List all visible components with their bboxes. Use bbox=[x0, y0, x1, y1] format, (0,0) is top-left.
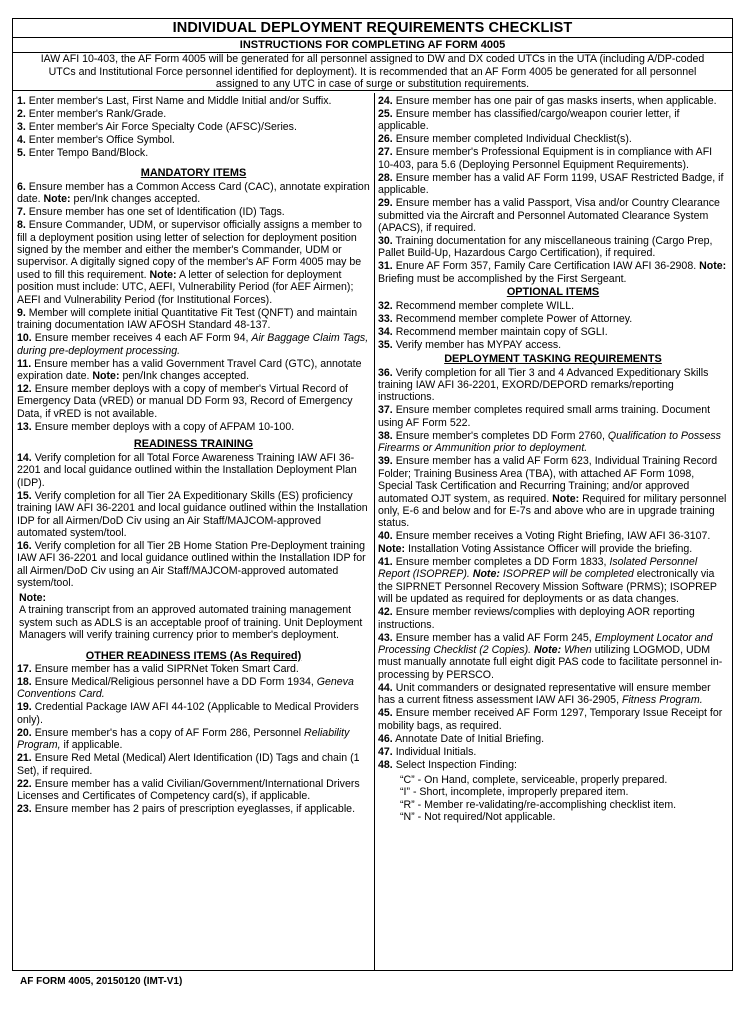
item-text: Ensure member has classified/cargo/weapon courier letter, if applicable. bbox=[378, 107, 680, 133]
note-text: electronically via the SIPRNET Personnel Recovery Mission Software (PRMS); ISOPREP will be updated as required for deployments or as data changes. bbox=[378, 568, 717, 606]
item-1 bbox=[17, 95, 370, 107]
item-text: Enure AF Form 357, Family Care Certification IAW AFI 36-2908. bbox=[395, 260, 697, 273]
form-title-italic: Fitness Program. bbox=[621, 694, 703, 707]
item-number: 17. bbox=[17, 662, 32, 675]
item-29 bbox=[378, 197, 728, 234]
item-9 bbox=[17, 307, 370, 332]
item-22 bbox=[17, 778, 370, 803]
item-number: 23. bbox=[17, 802, 32, 815]
item-text: Individual Initials. bbox=[395, 745, 477, 758]
item-number: 37. bbox=[378, 404, 393, 417]
item-text: Ensure member reviews/complies with deploying AOR reporting instructions. bbox=[378, 606, 695, 631]
item-text: Ensure member deploys with a copy of AFPAM 10-100. bbox=[34, 420, 295, 433]
item-number: 24. bbox=[378, 95, 393, 107]
item-13 bbox=[17, 421, 370, 433]
item-2 bbox=[17, 108, 370, 120]
item-number: 21. bbox=[17, 752, 32, 765]
finding-i: “I” - Short, incomplete, improperly prepared item. bbox=[400, 786, 629, 799]
item-20 bbox=[17, 727, 370, 752]
training-note-text: A training transcript from an approved automated training management system such as ADLS is an acceptable proof of training. Unit Deployment Managers will verify training currency prior to member's deployment. bbox=[19, 604, 363, 642]
item-number: 29. bbox=[378, 197, 393, 210]
finding-n: “N” - Not required/Not applicable. bbox=[400, 811, 556, 824]
item-text: Ensure member deploys with a copy of member's Virtual Record of Emergency Data (vRED) or manual DD Form 93, Record of Emergency Data, if vRED is not available. bbox=[17, 382, 353, 420]
item-5 bbox=[17, 147, 370, 159]
note-label: Note: bbox=[534, 643, 562, 656]
item-25 bbox=[378, 108, 728, 133]
item-text: Ensure member has a valid AF Form 623, Individual Training Record Folder; Training Business Area (TBA), with attached AF Form 1098, Special Task Certification and Recurring Training; and/or approved automated OJT system, as required. bbox=[378, 455, 718, 505]
item-6 bbox=[17, 181, 370, 206]
item-7 bbox=[17, 206, 370, 218]
item-number: 16. bbox=[17, 539, 32, 552]
item-40 bbox=[378, 530, 728, 555]
item-43 bbox=[378, 632, 728, 682]
item-number: 34. bbox=[378, 325, 393, 338]
item-text: Ensure member has one set of Identification (ID) Tags. bbox=[28, 206, 285, 219]
form-title-italic: Reliability Program, bbox=[17, 726, 350, 752]
item-number: 48. bbox=[378, 758, 393, 771]
note-label: Note: bbox=[92, 370, 120, 383]
heading-other-readiness-items: OTHER READINESS ITEMS (As Required) bbox=[85, 649, 302, 662]
item-number: 5. bbox=[17, 146, 26, 159]
item-number: 35. bbox=[378, 338, 393, 351]
item-number: 31. bbox=[378, 260, 393, 273]
item-text: Ensure member has a valid Civilian/Government/International Drivers Licenses and Certificates of Competency card(s), if applicable. bbox=[17, 777, 360, 803]
note-label: Note: bbox=[699, 260, 727, 273]
item-text-end: if applicable. bbox=[63, 739, 123, 752]
item-30 bbox=[378, 235, 728, 260]
item-10 bbox=[17, 332, 370, 357]
item-3 bbox=[17, 121, 370, 133]
item-text: Enter member's Last, First Name and Middle Initial and/or Suffix. bbox=[28, 95, 332, 107]
item-number: 6. bbox=[17, 180, 26, 193]
item-33 bbox=[378, 313, 728, 325]
item-17 bbox=[17, 663, 370, 675]
note-text: Required for military personnel only, E-6 and below and for E-7s and above who are in upgrade training status. bbox=[378, 492, 727, 530]
item-number: 38. bbox=[378, 429, 393, 442]
note-label: Note: bbox=[378, 542, 406, 555]
item-44 bbox=[378, 682, 728, 707]
form-title-italic: Geneva Conventions Card. bbox=[17, 675, 354, 701]
note-text-italic: ISOPREP will be completed bbox=[502, 568, 634, 581]
item-number: 12. bbox=[17, 382, 32, 395]
item-text: Ensure member has a valid AF Form 1199, USAF Restricted Badge, if applicable. bbox=[378, 171, 724, 197]
item-text: Recommend member complete Power of Attorney. bbox=[395, 312, 633, 325]
item-number: 4. bbox=[17, 133, 26, 146]
item-35 bbox=[378, 339, 728, 351]
item-text: Member will complete initial Quantitative Fit Test (QNFT) and maintain training documentation IAW AFOSH Standard 48-137. bbox=[17, 306, 358, 332]
item-text: Recommend member maintain copy of SGLI. bbox=[395, 325, 608, 338]
note-label: Note: bbox=[552, 492, 580, 505]
note-label: Note: bbox=[149, 268, 177, 281]
form-title-italic: Isolated Personnel Report (ISOPREP). bbox=[378, 555, 698, 581]
item-26 bbox=[378, 133, 728, 145]
item-text: Ensure member completed Individual Checklist(s). bbox=[395, 133, 632, 146]
item-number: 30. bbox=[378, 234, 393, 247]
item-text: Ensure member's has a copy of AF Form 286, Personnel bbox=[34, 726, 302, 739]
item-number: 25. bbox=[378, 107, 393, 120]
item-4 bbox=[17, 134, 370, 146]
item-number: 39. bbox=[378, 455, 393, 468]
form-footer: AF FORM 4005, 20150120 (IMT-V1) bbox=[20, 976, 183, 987]
finding-c: “C” - On Hand, complete, serviceable, properly prepared. bbox=[400, 774, 668, 787]
form-title-italic: Qualification to Possess Firearms or Ammunition prior to deployment. bbox=[378, 429, 721, 455]
heading-optional-items: OPTIONAL ITEMS bbox=[506, 286, 600, 299]
item-42 bbox=[378, 606, 728, 631]
item-number: 15. bbox=[17, 489, 32, 502]
item-24 bbox=[378, 95, 728, 107]
item-number: 8. bbox=[17, 219, 26, 232]
item-27 bbox=[378, 146, 728, 171]
item-32 bbox=[378, 300, 728, 312]
item-19 bbox=[17, 701, 370, 726]
item-23 bbox=[17, 803, 370, 815]
item-text: Select Inspection Finding: bbox=[395, 758, 517, 771]
item-number: 9. bbox=[17, 306, 26, 319]
item-number: 11. bbox=[17, 357, 32, 370]
item-text: Verify completion for all Tier 2A Expeditionary Skills (ES) proficiency training IAW AFI 36-2201 and local guidance outlined within the Installation IDP for all Airmen/DoD Civ using an Air Staff/MAJCOM-approved automated system/tool. bbox=[17, 489, 368, 539]
item-number: 27. bbox=[378, 146, 393, 159]
item-text: Ensure member has a Common Access Card (CAC), annotate expiration date. bbox=[17, 180, 370, 206]
note-text: pen/Ink changes accepted. bbox=[73, 193, 201, 206]
intro-paragraph: IAW AFI 10-403, the AF Form 4005 will be generated for all personnel assigned to DW and DX coded UTCs in the UTA (including A/DP-coded UTCs and Institutional Force personnel identified for deployment). It is recommended that an AF Form 4005 be generated for all personnel assigned to any UTC in case of surge or substitution requirements. bbox=[13, 53, 732, 91]
item-21 bbox=[17, 752, 370, 777]
item-text: Verify member has MYPAY access. bbox=[395, 338, 562, 351]
item-28 bbox=[378, 172, 728, 197]
item-text: Ensure member completes required small arms training. Document using AF Form 522. bbox=[378, 404, 711, 429]
item-text: Ensure member has a valid Passport, Visa and/or Country Clearance submitted via the Aircraft and Personnel Automated Clearance System (APACS), if required. bbox=[378, 197, 720, 235]
item-text: Ensure member's Professional Equipment is in compliance with AFI 10-403, para 5.6 (Deploying Personnel Equipment Requirements). bbox=[378, 146, 713, 171]
item-text: Training documentation for any miscellaneous training (Cargo Prep, Pallet Build-Up, Hazardous Cargo Certification), if required. bbox=[378, 234, 713, 260]
item-number: 47. bbox=[378, 745, 393, 758]
item-text: Verify completion for all Tier 2B Home Station Pre-Deployment training IAW AFI 36-2201 and local guidance outlined within the Installation IDP for all Airmen/DoD Civ using an Air Staff/MAJCOM-approved automated system/tool. bbox=[17, 539, 366, 590]
item-number: 41. bbox=[378, 555, 393, 568]
item-18 bbox=[17, 676, 370, 701]
item-number: 19. bbox=[17, 701, 32, 714]
item-47 bbox=[378, 746, 728, 758]
item-14 bbox=[17, 452, 370, 489]
item-15 bbox=[17, 490, 370, 540]
note-text: utilizing LOGMOD, UDM must manually annotate full eight digit PAS code to facilitate personnel in-processing by PERSCO. bbox=[378, 643, 723, 681]
item-31 bbox=[378, 260, 728, 285]
form-title-italic: Employment Locator and Processing Checklist (2 Copies). bbox=[378, 631, 713, 656]
item-number: 1. bbox=[17, 95, 26, 107]
heading-mandatory-items: MANDATORY ITEMS bbox=[140, 167, 247, 180]
note-text-italic: When bbox=[564, 643, 592, 656]
item-number: 28. bbox=[378, 171, 393, 184]
note-text: pen/Ink changes accepted. bbox=[122, 370, 250, 383]
item-text: Ensure member received AF Form 1297, Temporary Issue Receipt for mobility bags, as required. bbox=[378, 707, 723, 732]
checklist-form bbox=[12, 18, 733, 971]
item-text: Enter member's Air Force Specialty Code (AFSC)/Series. bbox=[28, 120, 297, 133]
item-8 bbox=[17, 219, 370, 306]
item-number: 44. bbox=[378, 681, 393, 694]
left-column bbox=[13, 93, 375, 970]
heading-deployment-tasking: DEPLOYMENT TASKING REQUIREMENTS bbox=[444, 353, 662, 366]
note-text: Briefing must be accomplished by the First Sergeant. bbox=[378, 272, 627, 285]
item-text: Annotate Date of Initial Briefing. bbox=[395, 732, 545, 745]
right-column bbox=[375, 93, 732, 970]
item-number: 33. bbox=[378, 312, 393, 325]
training-note-label: Note: bbox=[19, 591, 47, 604]
item-text: Ensure member has a valid Government Travel Card (GTC), annotate expiration date. bbox=[17, 357, 362, 383]
item-text: Enter Tempo Band/Block. bbox=[28, 146, 149, 159]
item-16 bbox=[17, 540, 370, 590]
form-title: INDIVIDUAL DEPLOYMENT REQUIREMENTS CHECKLIST bbox=[13, 19, 732, 38]
note-label: Note: bbox=[472, 568, 500, 581]
item-number: 43. bbox=[378, 631, 393, 644]
item-text: Ensure Medical/Religious personnel have a DD Form 1934, bbox=[34, 675, 314, 688]
item-48 bbox=[378, 759, 728, 771]
item-text: Unit commanders or designated representative will ensure member has a current fitness assessment IAW AFI 36-2905, bbox=[378, 681, 711, 707]
item-number: 7. bbox=[17, 206, 26, 219]
item-number: 13. bbox=[17, 420, 32, 433]
item-39 bbox=[378, 455, 728, 530]
note-label: Note: bbox=[43, 193, 71, 206]
item-text: Credential Package IAW AFI 44-102 (Applicable to Medical Providers only). bbox=[17, 701, 359, 726]
item-number: 46. bbox=[378, 732, 393, 745]
item-text: Verify completion for all Tier 3 and 4 Advanced Expeditionary Skills training IAW AFI 36-2201, EXORD/DEPORD remarks/reporting instructions. bbox=[378, 366, 709, 404]
item-37 bbox=[378, 404, 728, 429]
item-number: 14. bbox=[17, 451, 32, 464]
item-text: Ensure Commander, UDM, or supervisor officially assigns a member to fill a deployment position using letter of selection for deployment position signed by the member and either the member's Commander, UDM or supervisor. A digitally signed copy of the member's AF Form 4005 may be used to fill this requirement. bbox=[17, 219, 362, 281]
item-text: Ensure member's completes DD Form 2760, bbox=[395, 429, 605, 442]
form-title-italic: Air Baggage Claim Tags, during pre-deployment processing. bbox=[17, 332, 369, 357]
item-number: 22. bbox=[17, 777, 32, 790]
item-text: Verify completion for all Total Force Awareness Training IAW AFI 36-2201 and local guidance outlined within the Installation Deployment Plan (IDP). bbox=[17, 451, 357, 489]
item-number: 10. bbox=[17, 332, 32, 345]
item-38 bbox=[378, 430, 728, 455]
heading-readiness-training: READINESS TRAINING bbox=[133, 438, 254, 451]
item-text: Ensure member has 2 pairs of prescription eyeglasses, if applicable. bbox=[34, 802, 356, 815]
item-text: Ensure member receives a Voting Right Briefing, IAW AFI 36-3107. bbox=[395, 530, 711, 543]
note-text: Installation Voting Assistance Officer will provide the briefing. bbox=[408, 542, 693, 555]
instructions-title: INSTRUCTIONS FOR COMPLETING AF FORM 4005 bbox=[13, 38, 732, 53]
item-text: Enter member's Office Symbol. bbox=[28, 133, 175, 146]
item-text: Recommend member complete WILL. bbox=[395, 299, 575, 312]
item-text: Ensure member has a valid AF Form 245, bbox=[395, 631, 592, 644]
item-number: 3. bbox=[17, 120, 26, 133]
item-12 bbox=[17, 383, 370, 420]
item-number: 26. bbox=[378, 133, 393, 146]
item-number: 18. bbox=[17, 675, 32, 688]
item-number: 36. bbox=[378, 366, 393, 379]
item-34 bbox=[378, 326, 728, 338]
item-number: 42. bbox=[378, 606, 393, 619]
item-11 bbox=[17, 358, 370, 383]
item-number: 40. bbox=[378, 530, 393, 543]
item-36 bbox=[378, 367, 728, 404]
item-text: Enter member's Rank/Grade. bbox=[28, 107, 167, 120]
item-text: Ensure member has one pair of gas masks inserts, when applicable. bbox=[395, 95, 717, 107]
note-text: A letter of selection for deployment position must include: UTC, AEFI, Vulnerability Period (for AEF Airmen); AEFI and Vulnerability Period (for Institutional Forces). bbox=[17, 268, 354, 306]
item-number: 20. bbox=[17, 726, 32, 739]
item-text: Ensure member has a valid SIPRNet Token Smart Card. bbox=[34, 662, 299, 675]
item-46 bbox=[378, 733, 728, 745]
item-text: Ensure member receives 4 each AF Form 94, bbox=[34, 332, 249, 345]
item-number: 2. bbox=[17, 107, 26, 120]
item-41 bbox=[378, 556, 728, 606]
item-45 bbox=[378, 707, 728, 732]
item-number: 32. bbox=[378, 299, 393, 312]
item-text: Ensure Red Metal (Medical) Alert Identification (ID) Tags and chain (1 Set), if required. bbox=[17, 752, 360, 777]
finding-r: “R” - Member re-validating/re-accomplishing checklist item. bbox=[400, 798, 677, 811]
item-text: Ensure member completes a DD Form 1833, bbox=[395, 555, 607, 568]
item-number: 45. bbox=[378, 707, 393, 720]
